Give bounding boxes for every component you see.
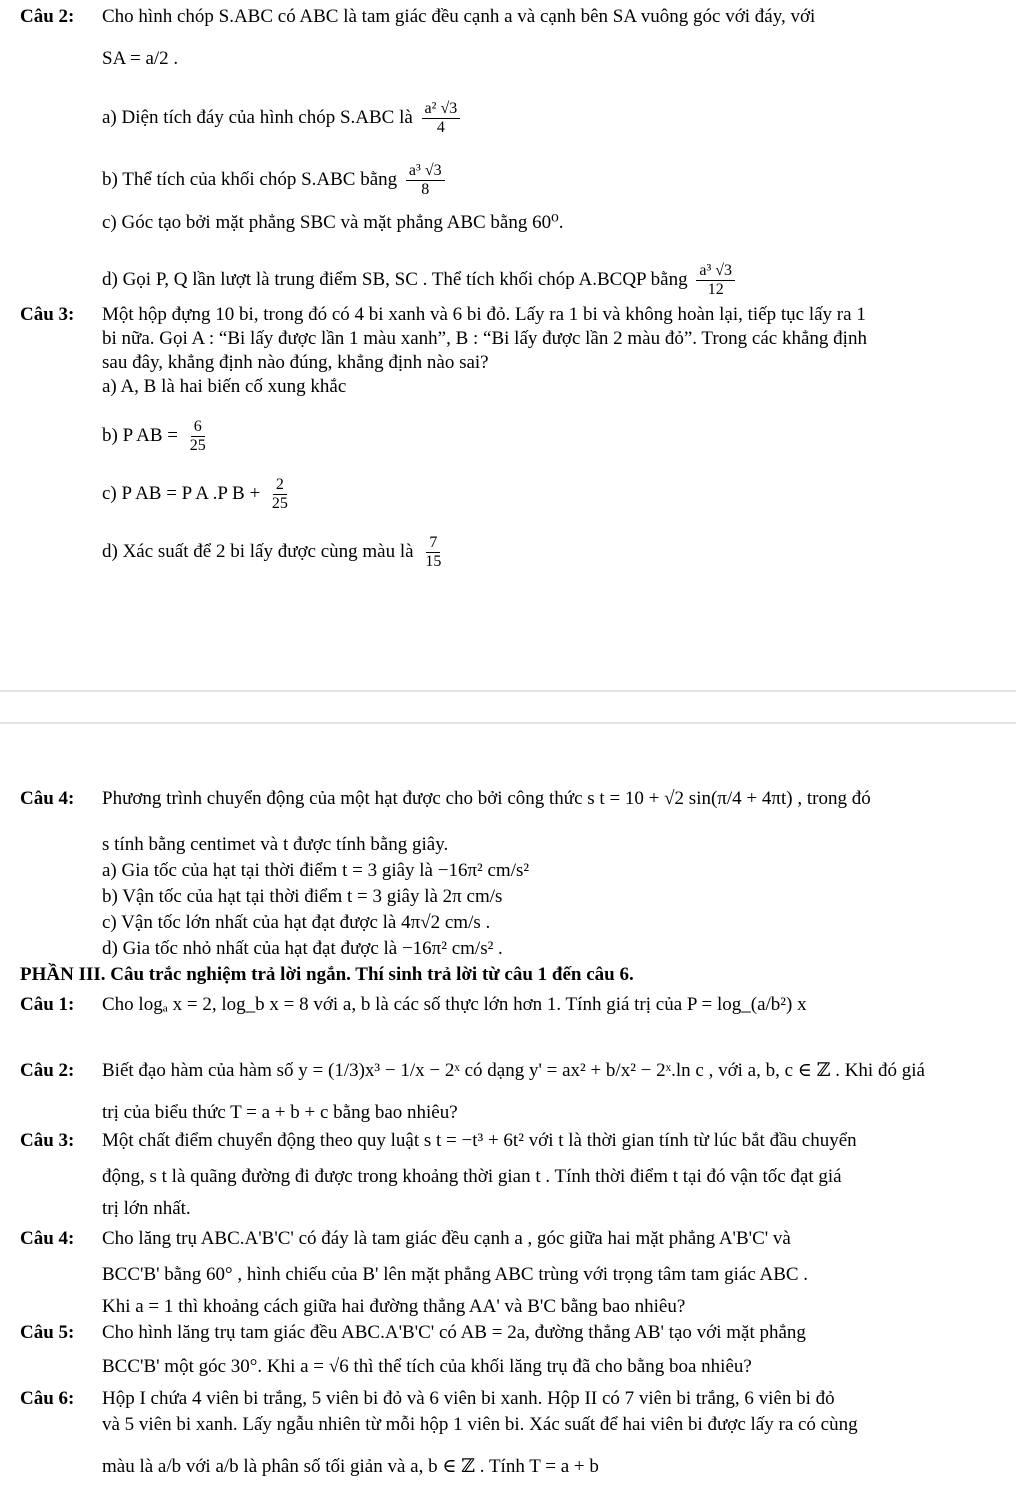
- frac-num: a³ √3: [406, 162, 445, 181]
- p3-label: Câu 3:: [20, 1130, 75, 1151]
- q2-line2: SA = a/2 .: [102, 48, 179, 69]
- frac-den: 25: [271, 495, 288, 512]
- q3-option-b: [102, 418, 992, 455]
- p4-line1: [20, 1228, 992, 1250]
- q2-option-c: c) Góc tạo bởi mặt phẳng SBC và mặt phẳng ABC bằng 60⁰.: [102, 212, 564, 233]
- p4-line3: Khi a = 1 thì khoảng cách giữa hai đường thẳng AA' và B'C bằng bao nhiêu?: [102, 1296, 686, 1317]
- q4-line1: [20, 788, 992, 810]
- q3-c-text: c) P AB = P A .P B +: [102, 482, 261, 504]
- q2-a-fraction: [422, 100, 461, 137]
- q3-label: Câu 3:: [20, 304, 75, 325]
- frac-num: a² √3: [422, 100, 461, 119]
- frac-den: 15: [425, 553, 442, 570]
- frac-den: 12: [707, 281, 724, 298]
- p2-text1: Biết đạo hàm của hàm số y = (1/3)x³ − 1/x − 2ˣ có dạng y' = ax² + b/x² − 2ˣ.ln c , với a, b, c ∈ ℤ . Khi đó giá: [102, 1060, 925, 1081]
- p1-label: Câu 1:: [20, 994, 75, 1015]
- q3-option-a: a) A, B là hai biến cố xung khắc: [102, 376, 347, 397]
- q4-option-a: a) Gia tốc của hạt tại thời điểm t = 3 giây là −16π² cm/s²: [102, 860, 530, 881]
- q2-a-text: a) Diện tích đáy của hình chóp S.ABC là: [102, 106, 413, 128]
- q4-option-b: b) Vận tốc của hạt tại thời điểm t = 3 giây là 2π cm/s: [102, 886, 503, 907]
- q2-d-fraction: [696, 262, 735, 299]
- p5-line1: [20, 1322, 992, 1344]
- q3-option-c: [102, 476, 992, 513]
- q4-text1: Phương trình chuyển động của một hạt được cho bởi công thức s t = 10 + √2 sin(π/4 + 4πt) , trong đó: [102, 788, 871, 809]
- p4-text1: Cho lăng trụ ABC.A'B'C' có đáy là tam giác đều cạnh a , góc giữa hai mặt phẳng A'B'C' và: [102, 1228, 791, 1249]
- p2-line1: [20, 1060, 992, 1082]
- q3-d-fraction: [422, 534, 444, 571]
- q4-line2: s tính bằng centimet và t được tính bằng giây.: [102, 834, 449, 855]
- q2-d-text: d) Gọi P, Q lần lượt là trung điểm SB, SC . Thể tích khối chóp A.BCQP bằng: [102, 268, 688, 290]
- p4-line2: BCC'B' bằng 60° , hình chiếu của B' lên mặt phẳng ABC trùng với trọng tâm tam giác ABC .: [102, 1264, 809, 1285]
- q3-line2: bi nữa. Gọi A : “Bi lấy được lần 1 màu xanh”, B : “Bi lấy được lần 2 màu đỏ”. Trong các khẳng định: [102, 328, 867, 349]
- q3-option-d: [102, 534, 992, 571]
- q2-b-fraction: [406, 162, 445, 199]
- p3-line2: động, s t là quãng đường đi được trong khoảng thời gian t . Tính thời điểm t tại đó vận tốc đạt giá: [102, 1166, 842, 1187]
- q2-line1: [20, 6, 992, 28]
- frac-den: 8: [421, 181, 430, 198]
- frac-num: a³ √3: [696, 262, 735, 281]
- page-break-divider: [0, 690, 1016, 724]
- frac-num: 2: [273, 476, 287, 495]
- part3-heading: PHẦN III. Câu trắc nghiệm trả lời ngắn. Thí sinh trả lời từ câu 1 đến câu 6.: [20, 964, 634, 985]
- q2-text1: Cho hình chóp S.ABC có ABC là tam giác đều cạnh a và cạnh bên SA vuông góc với đáy, với: [102, 6, 816, 27]
- frac-num: 7: [426, 534, 440, 553]
- q2-option-a: [102, 100, 992, 137]
- q2-label: Câu 2:: [20, 6, 75, 27]
- q3-c-fraction: [269, 476, 291, 513]
- p5-text1: Cho hình lăng trụ tam giác đều ABC.A'B'C' có AB = 2a, đường thẳng AB' tạo với mặt phẳng: [102, 1322, 806, 1343]
- p4-label: Câu 4:: [20, 1228, 75, 1249]
- p3-line1: [20, 1130, 992, 1152]
- q3-d-text: d) Xác suất để 2 bi lấy được cùng màu là: [102, 540, 414, 562]
- p6-line2: và 5 viên bi xanh. Lấy ngẫu nhiên từ mỗi hộp 1 viên bi. Xác suất để hai viên bi được lấy ra có cùng: [102, 1414, 858, 1435]
- p5-line2: BCC'B' một góc 30°. Khi a = √6 thì thể tích của khối lăng trụ đã cho bằng boa nhiêu?: [102, 1356, 752, 1377]
- q2-option-b: [102, 162, 992, 199]
- q2-b-text: b) Thể tích của khối chóp S.ABC bằng: [102, 168, 398, 190]
- p1-text: Cho logₐ x = 2, log_b x = 8 với a, b là các số thực lớn hơn 1. Tính giá trị của P = log_(a/b²) x: [102, 994, 807, 1015]
- p6-text1: Hộp I chứa 4 viên bi trắng, 5 viên bi đỏ và 6 viên bi xanh. Hộp II có 7 viên bi trắng, 6 viên bi đỏ: [102, 1388, 835, 1409]
- q3-b-text: b) P AB =: [102, 424, 178, 446]
- p6-line1: [20, 1388, 992, 1410]
- q3-b-fraction: [187, 418, 209, 455]
- frac-den: 25: [189, 437, 206, 454]
- q3-line1: [20, 304, 992, 326]
- p6-label: Câu 6:: [20, 1388, 75, 1409]
- q3-line3: sau đây, khẳng định nào đúng, khẳng định nào sai?: [102, 352, 489, 373]
- p6-line3: màu là a/b với a/b là phân số tối giản và a, b ∈ ℤ . Tính T = a + b: [102, 1456, 599, 1477]
- frac-num: 6: [191, 418, 205, 437]
- q3-text1: Một hộp đựng 10 bi, trong đó có 4 bi xanh và 6 bi đỏ. Lấy ra 1 bi và không hoàn lại, tiếp tục lấy ra 1: [102, 304, 866, 325]
- p5-label: Câu 5:: [20, 1322, 75, 1343]
- p2-line2: trị của biểu thức T = a + b + c bằng bao nhiêu?: [102, 1102, 458, 1123]
- frac-den: 4: [436, 119, 445, 136]
- q2-option-d: [102, 262, 992, 299]
- p2-label: Câu 2:: [20, 1060, 75, 1081]
- q4-label: Câu 4:: [20, 788, 75, 809]
- q4-option-d: d) Gia tốc nhỏ nhất của hạt đạt được là −16π² cm/s² .: [102, 938, 503, 959]
- p3-line3: trị lớn nhất.: [102, 1198, 191, 1219]
- p3-text1: Một chất điểm chuyển động theo quy luật s t = −t³ + 6t² với t là thời gian tính từ lúc bắt đầu chuyển: [102, 1130, 857, 1151]
- q4-option-c: c) Vận tốc lớn nhất của hạt đạt được là 4π√2 cm/s .: [102, 912, 491, 933]
- p1-line: [20, 994, 992, 1016]
